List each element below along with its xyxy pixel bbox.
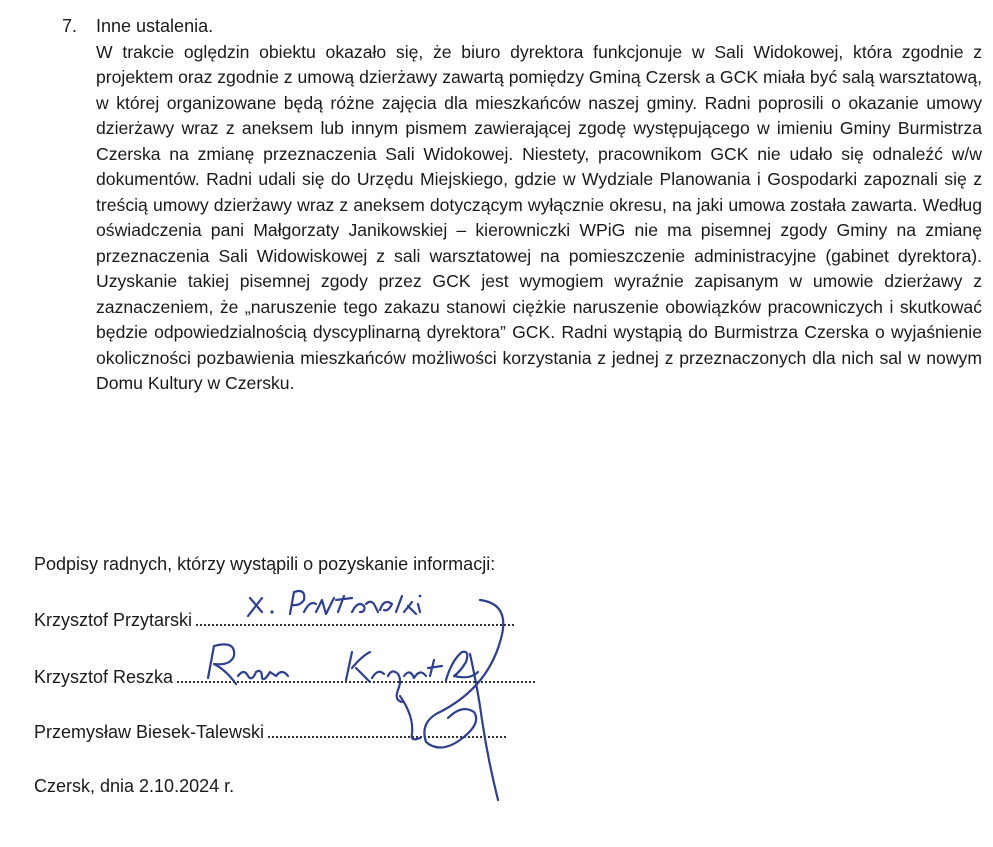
- place-and-date: Czersk, dnia 2.10.2024 r.: [34, 776, 235, 796]
- signature-line-reszka: [34, 665, 535, 690]
- signature-line-przytarski: [34, 608, 514, 633]
- section-title: Inne ustalenia.: [96, 16, 214, 36]
- signer-name: Przemysław Biesek-Talewski: [34, 722, 265, 742]
- section-number: 7.: [62, 16, 78, 36]
- signature-line-biesek-talewski: [34, 720, 506, 745]
- signer-name: Krzysztof Przytarski: [34, 610, 193, 630]
- signature-dotted-line: [268, 722, 506, 738]
- signature-dotted-line: [196, 610, 514, 626]
- signatures-intro: Podpisy radnych, którzy wystąpili o pozyskanie informacji:: [34, 554, 496, 574]
- section-heading: [62, 14, 982, 40]
- signer-name: Krzysztof Reszka: [34, 667, 174, 687]
- signature-dotted-line: [177, 667, 535, 683]
- section-7: [62, 14, 982, 397]
- section-body-paragraph: W trakcie oględzin obiektu okazało się, że biuro dyrektora funkcjonuje w Sali Widokowej, która zgodnie z projektem oraz zgodnie z umową dzierżawy zawartą pomiędzy Gminą Czersk a GCK miała być salą warsztatową, w której organizowane będą różne zajęcia dla mieszkańców naszej gminy. Radni poprosili o okazanie umowy dzierżawy wraz z aneksem lub innym pismem zawierającej zgodę występującego w imieniu Gminy Burmistrza Czerska na zmianę przeznaczenia Sali Widokowej. Niestety, pracownikom GCK nie udało się odnaleźć w/w dokumentów. Radni udali się do Urzędu Miejskiego, gdzie w Wydziale Planowania i Gospodarki zapoznali się z treścią umowy dzierżawy wraz z aneksem dotyczącym wyłącznie okresu, na jaki umowa została zawarta. Według oświadczenia pani Małgorzaty Janikowskiej – kierowniczki WPiG nie ma pisemnej zgody Gminy na zmianę przeznaczenia Sali Widowiskowej z sali warsztatowej na pomieszczenie administracyjne (gabinet dyrektora). Uzyskanie takiej pisemnej zgody przez GCK jest wymogiem wyraźnie zapisanym w umowie dzierżawy z zaznaczeniem, że „naruszenie tego zakazu stanowi ciężkie naruszenie obowiązków pracowniczych i skutkować będzie odpowiedzialnością dyscyplinarną dyrektora” GCK. Radni wystąpią do Burmistrza Czerska o wyjaśnienie okoliczności pozbawienia mieszkańców możliwości korzystania z jednej z przeznaczonych dla nich sal w nowym Domu Kultury w Czersku.: [96, 41, 982, 393]
